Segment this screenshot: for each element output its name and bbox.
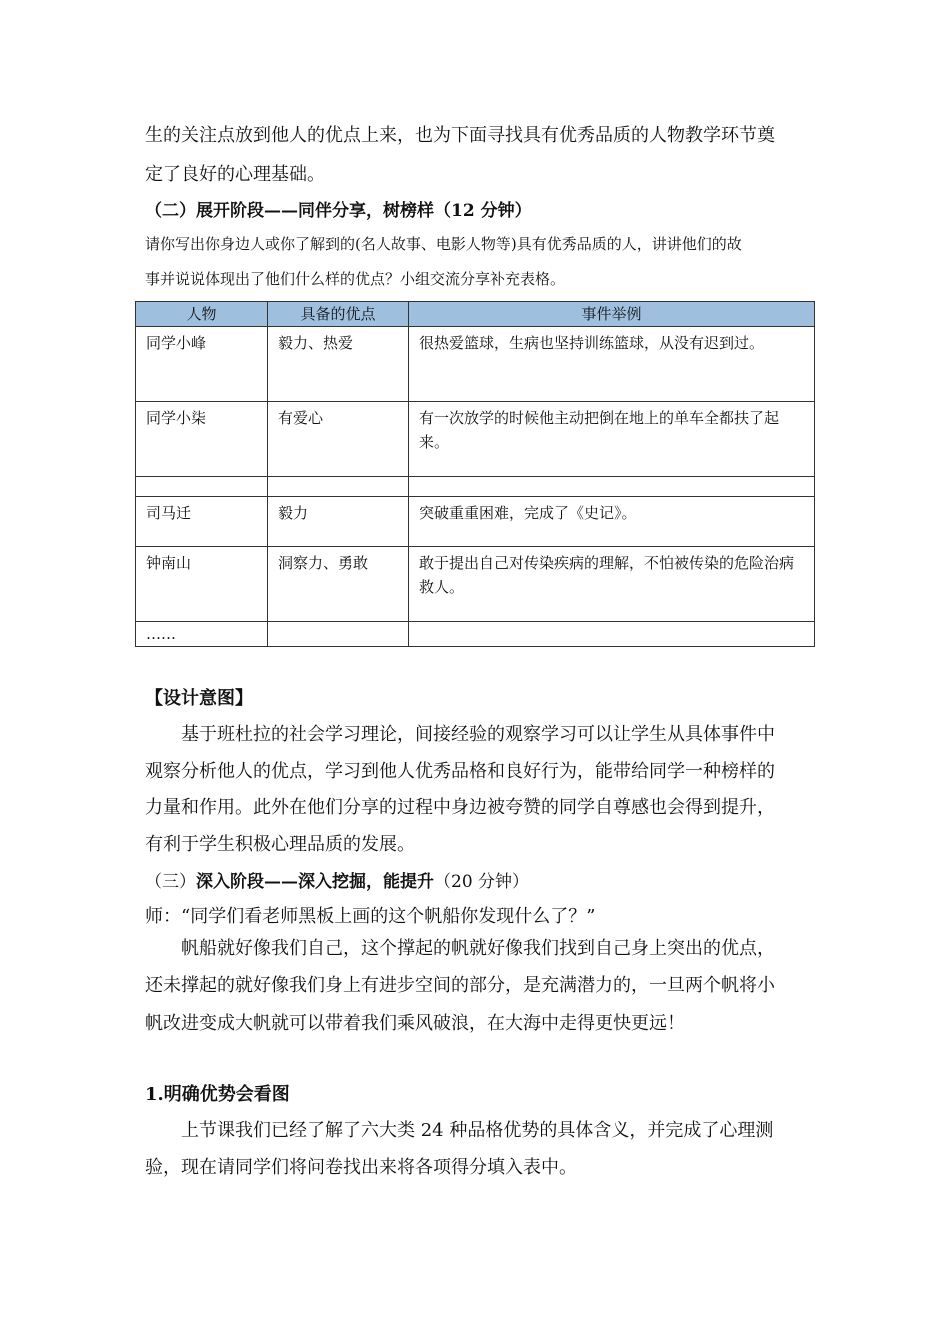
text-line: 生的关注点放到他人的优点上来，也为下面寻找具有优秀品质的人物教学环节奠	[145, 125, 775, 146]
text-line: 还未撑起的就好像我们身上有进步空间的部分，是充满潜力的，一旦两个帆将小	[145, 975, 775, 996]
table-row	[136, 327, 815, 402]
table-header-row	[136, 302, 815, 327]
section-heading	[145, 870, 529, 894]
cell-example: 突破重重困难，完成了《史记》。	[409, 497, 815, 547]
cell-person: ……	[136, 622, 268, 647]
cell-example: 有一次放学的时候他主动把倒在地上的单车全都扶了起来。	[409, 402, 815, 477]
cell-merit: 毅力、热爱	[268, 327, 409, 402]
examples-table	[135, 301, 815, 647]
table-row	[136, 497, 815, 547]
table-row	[136, 547, 815, 622]
table-row	[136, 622, 815, 647]
section-heading: （二）展开阶段——同伴分享，树榜样（12 分钟）	[145, 201, 532, 221]
cell-merit: 有爱心	[268, 402, 409, 477]
cell-person: 同学小柒	[136, 402, 268, 477]
column-header: 具备的优点	[268, 302, 409, 327]
text-line: 有利于学生积极心理品质的发展。	[145, 834, 415, 855]
prompt-text: 请你写出你身边人或你了解到的(名人故事、电影人物等)具有优秀品质的人，讲讲他们的故	[145, 235, 742, 253]
heading-bold: 深入阶段——深入挖掘，能提升	[196, 872, 434, 892]
table-row	[136, 402, 815, 477]
column-header: 人物	[136, 302, 268, 327]
table-row	[136, 477, 815, 497]
text-line: 帆改进变成大帆就可以带着我们乘风破浪，在大海中走得更快更远！	[145, 1013, 685, 1034]
text-line: 观察分析他人的优点，学习到他人优秀品格和良好行为，能带给同学一种榜样的	[145, 761, 775, 782]
cell-person: 同学小峰	[136, 327, 268, 402]
cell-person: 司马迁	[136, 497, 268, 547]
text-line: 力量和作用。此外在他们分享的过程中身边被夸赞的同学自尊感也会得到提升，	[145, 797, 775, 818]
cell-example	[409, 622, 815, 647]
cell-example: 很热爱篮球，生病也坚持训练篮球，从没有迟到过。	[409, 327, 815, 402]
prompt-text: 事并说说体现出了他们什么样的优点？小组交流分享补充表格。	[145, 270, 566, 288]
cell-person: 钟南山	[136, 547, 268, 622]
cell-example: 敢于提出自己对传染疾病的理解，不怕被传染的危险治病救人。	[409, 547, 815, 622]
heading-prefix: （三）	[145, 872, 196, 892]
cell-example	[409, 477, 815, 497]
text-line: 上节课我们已经了解了六大类 24 种品格优势的具体含义，并完成了心理测	[181, 1120, 774, 1141]
teacher-quote: 师：“同学们看老师黑板上画的这个帆船你发现什么了？”	[145, 906, 596, 927]
text-line: 帆船就好像我们自己，这个撑起的帆就好像我们找到自己身上突出的优点，	[181, 938, 775, 959]
cell-merit	[268, 622, 409, 647]
heading-suffix: （20 分钟）	[434, 872, 530, 892]
column-header: 事件举例	[409, 302, 815, 327]
cell-person	[136, 477, 268, 497]
cell-merit	[268, 477, 409, 497]
design-intent-heading: 【设计意图】	[145, 688, 253, 709]
subsection-heading: 1.明确优势会看图	[145, 1084, 290, 1105]
text-line: 验，现在请同学们将问卷找出来将各项得分填入表中。	[145, 1157, 577, 1178]
cell-merit: 洞察力、勇敢	[268, 547, 409, 622]
text-line: 定了良好的心理基础。	[145, 164, 325, 185]
text-line: 基于班杜拉的社会学习理论，间接经验的观察学习可以让学生从具体事件中	[181, 724, 775, 745]
cell-merit: 毅力	[268, 497, 409, 547]
